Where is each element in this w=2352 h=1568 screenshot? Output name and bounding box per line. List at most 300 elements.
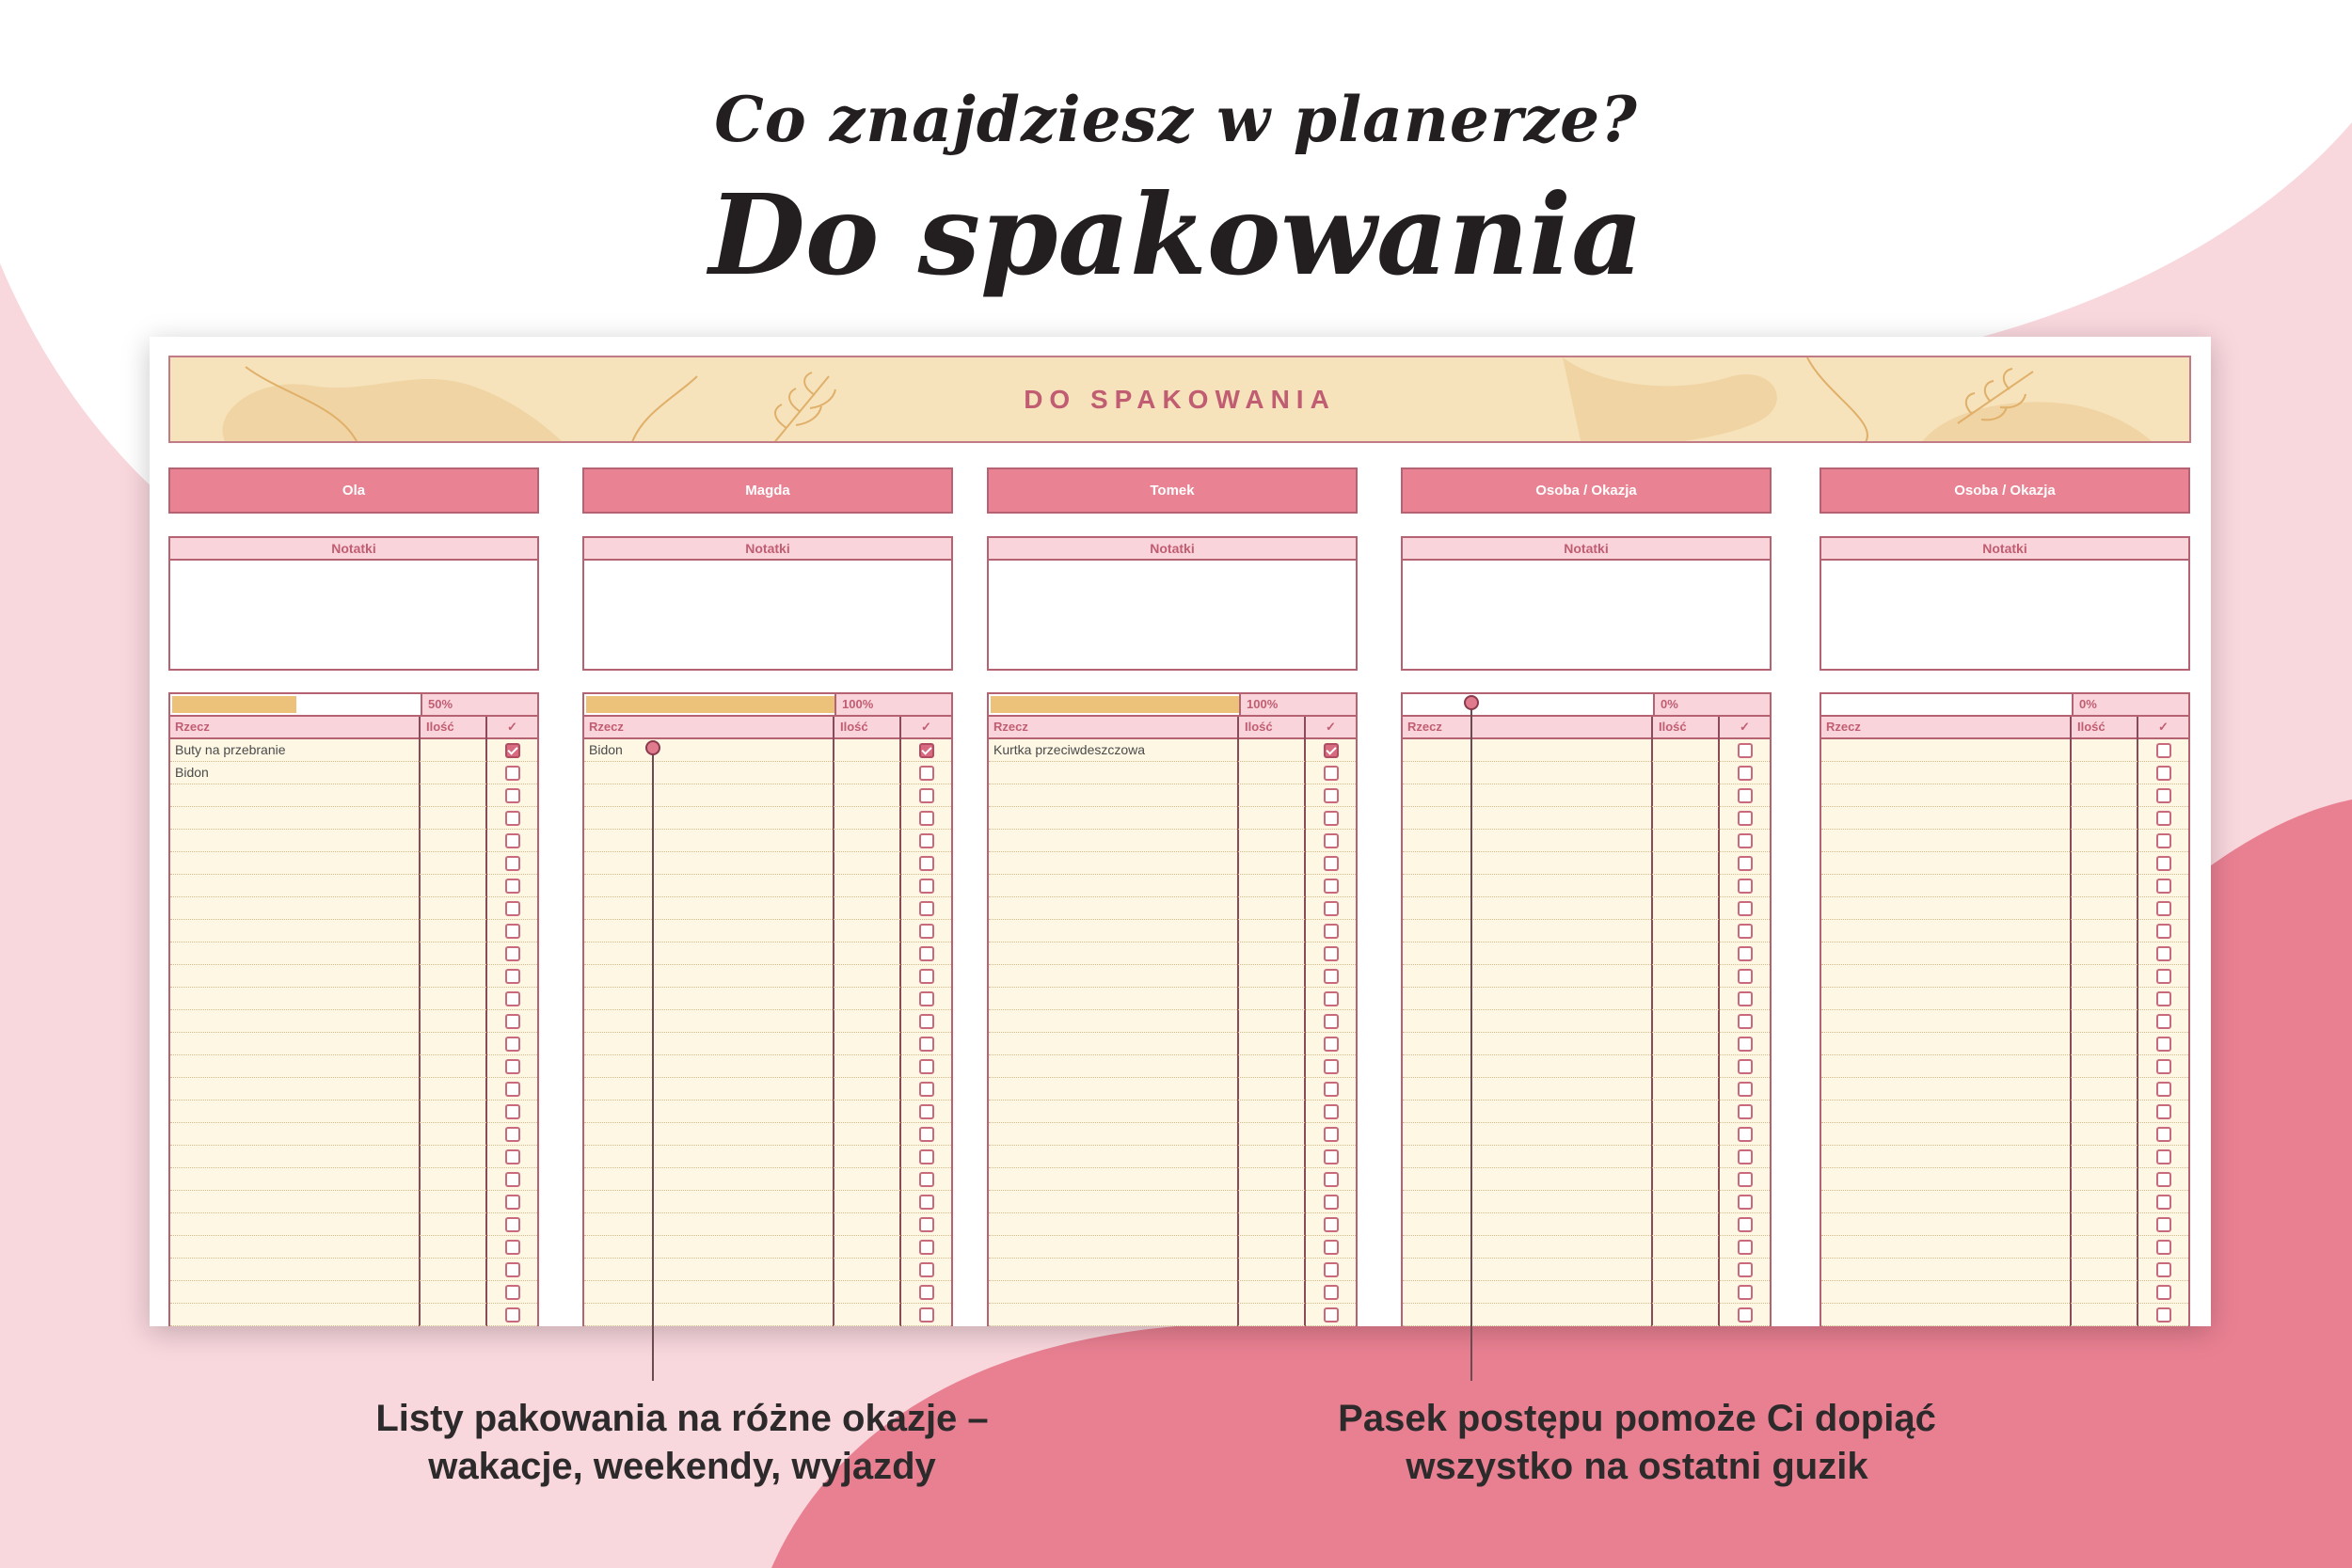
- checkbox[interactable]: [1738, 946, 1753, 961]
- list-item[interactable]: [989, 988, 1356, 1010]
- list-item[interactable]: [584, 1101, 951, 1123]
- checkbox[interactable]: [919, 1195, 934, 1210]
- list-item[interactable]: [1821, 807, 2188, 830]
- progress-bar-fill: [991, 696, 1239, 713]
- list-item[interactable]: [584, 988, 951, 1010]
- list-item[interactable]: [584, 1078, 951, 1101]
- checkbox[interactable]: [1738, 1059, 1753, 1074]
- list-item[interactable]: [1821, 1259, 2188, 1281]
- list-item[interactable]: [170, 1055, 537, 1078]
- list-item[interactable]: [989, 1123, 1356, 1146]
- checkbox[interactable]: [1738, 856, 1753, 871]
- checkbox[interactable]: [919, 879, 934, 894]
- checkbox[interactable]: [505, 1195, 520, 1210]
- checkbox[interactable]: [919, 788, 934, 803]
- checkbox[interactable]: [1324, 856, 1339, 871]
- checkbox[interactable]: [919, 1307, 934, 1323]
- checkbox[interactable]: [505, 1262, 520, 1277]
- checkbox[interactable]: [1324, 766, 1339, 781]
- list-item[interactable]: [170, 1168, 537, 1191]
- packing-list: [987, 467, 1358, 1326]
- callout-line-left: [652, 748, 654, 1381]
- checkbox[interactable]: [919, 946, 934, 961]
- list-item[interactable]: [584, 1123, 951, 1146]
- list-item[interactable]: [170, 1123, 537, 1146]
- list-item[interactable]: [989, 1236, 1356, 1259]
- progress-bar: [586, 696, 834, 713]
- checkbox[interactable]: [2156, 1240, 2171, 1255]
- list-item[interactable]: [1403, 1213, 1770, 1236]
- list-item[interactable]: [584, 762, 951, 784]
- checkbox[interactable]: [1738, 788, 1753, 803]
- checkbox[interactable]: [505, 1285, 520, 1300]
- checkbox[interactable]: [919, 1240, 934, 1255]
- checkbox[interactable]: [1324, 788, 1339, 803]
- checkbox[interactable]: [1324, 1127, 1339, 1142]
- checkbox[interactable]: [505, 1217, 520, 1232]
- list-item[interactable]: [1821, 920, 2188, 942]
- checkbox[interactable]: [1738, 901, 1753, 916]
- checkbox[interactable]: [505, 879, 520, 894]
- list-item[interactable]: [989, 1033, 1356, 1055]
- checkbox[interactable]: [1324, 1104, 1339, 1119]
- list-item[interactable]: [584, 875, 951, 897]
- list-item[interactable]: [989, 1304, 1356, 1326]
- list-item[interactable]: [584, 920, 951, 942]
- checkbox[interactable]: [2156, 856, 2171, 871]
- list-item[interactable]: [584, 1191, 951, 1213]
- list-item[interactable]: [1821, 988, 2188, 1010]
- list-item[interactable]: [1821, 1146, 2188, 1168]
- callout-dot-left: [645, 740, 660, 755]
- checkbox[interactable]: [1324, 1059, 1339, 1074]
- list-item[interactable]: [584, 897, 951, 920]
- list-item[interactable]: [584, 807, 951, 830]
- checkbox[interactable]: [2156, 969, 2171, 984]
- list-item[interactable]: [1403, 942, 1770, 965]
- checkbox[interactable]: [1738, 991, 1753, 1006]
- list-rows: [1403, 739, 1770, 1326]
- list-item[interactable]: [170, 1010, 537, 1033]
- list-item[interactable]: [1403, 920, 1770, 942]
- checkbox[interactable]: [1738, 879, 1753, 894]
- list-item[interactable]: [1403, 1078, 1770, 1101]
- list-item[interactable]: [989, 784, 1356, 807]
- checkbox[interactable]: [505, 1082, 520, 1097]
- checkbox[interactable]: [1738, 833, 1753, 848]
- list-item[interactable]: [1403, 762, 1770, 784]
- checkbox[interactable]: [1324, 1285, 1339, 1300]
- checkbox[interactable]: [2156, 1195, 2171, 1210]
- checkbox[interactable]: [505, 1014, 520, 1029]
- checkbox[interactable]: [2156, 1172, 2171, 1187]
- checkbox[interactable]: [1738, 811, 1753, 826]
- notes-box[interactable]: [1401, 536, 1772, 671]
- list-item[interactable]: [584, 1304, 951, 1326]
- list-item[interactable]: [584, 1236, 951, 1259]
- list-item[interactable]: [1821, 875, 2188, 897]
- checkbox[interactable]: [2156, 811, 2171, 826]
- checkbox[interactable]: [1738, 1217, 1753, 1232]
- checkbox[interactable]: [1738, 743, 1753, 758]
- list-name[interactable]: Osoba / Okazja: [1820, 467, 2190, 514]
- checkbox[interactable]: [1738, 924, 1753, 939]
- checkbox[interactable]: [919, 1127, 934, 1142]
- list-item[interactable]: [989, 739, 1356, 762]
- header-qty: Ilość: [426, 720, 454, 734]
- checkbox[interactable]: [505, 766, 520, 781]
- list-item[interactable]: [1821, 965, 2188, 988]
- checkbox[interactable]: [2156, 879, 2171, 894]
- list-item[interactable]: [170, 830, 537, 852]
- list-item[interactable]: [170, 784, 537, 807]
- list-item[interactable]: [584, 830, 951, 852]
- checkbox[interactable]: [919, 1059, 934, 1074]
- list-name[interactable]: Osoba / Okazja: [1401, 467, 1772, 514]
- list-item[interactable]: [584, 739, 951, 762]
- checkbox[interactable]: [919, 811, 934, 826]
- checkbox[interactable]: [1324, 1217, 1339, 1232]
- list-item[interactable]: [1403, 1281, 1770, 1304]
- checkbox[interactable]: [1738, 1127, 1753, 1142]
- checkbox[interactable]: [919, 924, 934, 939]
- checkbox[interactable]: [2156, 1149, 2171, 1164]
- list-item[interactable]: [1403, 965, 1770, 988]
- checkbox-checked[interactable]: [1324, 743, 1339, 758]
- list-item[interactable]: [170, 1101, 537, 1123]
- checkbox[interactable]: [1324, 1149, 1339, 1164]
- checkbox[interactable]: [1324, 1172, 1339, 1187]
- list-name[interactable]: Tomek: [987, 467, 1358, 514]
- checkbox[interactable]: [2156, 1037, 2171, 1052]
- header-qty: Ilość: [840, 720, 868, 734]
- list-item[interactable]: [584, 1259, 951, 1281]
- list-item[interactable]: [170, 1191, 537, 1213]
- checkbox[interactable]: [505, 1059, 520, 1074]
- list-item[interactable]: [170, 988, 537, 1010]
- checkbox[interactable]: [1738, 969, 1753, 984]
- list-item[interactable]: [1403, 897, 1770, 920]
- list-item[interactable]: [1403, 1123, 1770, 1146]
- list-item[interactable]: [989, 875, 1356, 897]
- checkbox[interactable]: [919, 1104, 934, 1119]
- list-item[interactable]: [1821, 1168, 2188, 1191]
- checkbox[interactable]: [2156, 1127, 2171, 1142]
- list-item[interactable]: [1821, 1213, 2188, 1236]
- list-item[interactable]: [1821, 1010, 2188, 1033]
- list-item[interactable]: [1403, 807, 1770, 830]
- list-item[interactable]: [584, 852, 951, 875]
- list-item[interactable]: [1403, 739, 1770, 762]
- checkbox[interactable]: [919, 1037, 934, 1052]
- header-item: Rzecz: [589, 720, 624, 734]
- checkbox[interactable]: [919, 1172, 934, 1187]
- list-item[interactable]: [1403, 1191, 1770, 1213]
- checkbox[interactable]: [1324, 1037, 1339, 1052]
- list-item[interactable]: [1403, 988, 1770, 1010]
- checkbox[interactable]: [2156, 991, 2171, 1006]
- list-item[interactable]: [170, 1078, 537, 1101]
- list-item[interactable]: [989, 1055, 1356, 1078]
- list-item[interactable]: [989, 942, 1356, 965]
- list-item[interactable]: [584, 1168, 951, 1191]
- list-item[interactable]: [989, 897, 1356, 920]
- header-check: ✓: [921, 720, 931, 734]
- checkbox[interactable]: [919, 991, 934, 1006]
- list-item[interactable]: [584, 1010, 951, 1033]
- checkbox[interactable]: [505, 788, 520, 803]
- checkbox[interactable]: [1324, 811, 1339, 826]
- checkbox[interactable]: [1738, 1104, 1753, 1119]
- checkbox[interactable]: [919, 1285, 934, 1300]
- checkbox[interactable]: [1324, 991, 1339, 1006]
- header-check: ✓: [1326, 720, 1336, 734]
- list-item[interactable]: [584, 1281, 951, 1304]
- item-name[interactable]: Bidon: [589, 742, 623, 757]
- checkbox[interactable]: [919, 766, 934, 781]
- list-item[interactable]: [584, 965, 951, 988]
- list-item[interactable]: [1403, 1168, 1770, 1191]
- list-item[interactable]: [1821, 1078, 2188, 1101]
- list-item[interactable]: [989, 1168, 1356, 1191]
- checkbox[interactable]: [2156, 1217, 2171, 1232]
- list-item[interactable]: [1821, 1191, 2188, 1213]
- list-item[interactable]: [1821, 1236, 2188, 1259]
- checkbox[interactable]: [919, 1217, 934, 1232]
- list-item[interactable]: [1403, 830, 1770, 852]
- list-item[interactable]: [1403, 1236, 1770, 1259]
- progress-percent: 100%: [834, 694, 951, 715]
- checkbox[interactable]: [1738, 1172, 1753, 1187]
- list-item[interactable]: [1821, 942, 2188, 965]
- list-item[interactable]: [1821, 739, 2188, 762]
- list-item[interactable]: [1403, 1055, 1770, 1078]
- checkbox[interactable]: [2156, 1285, 2171, 1300]
- checkbox[interactable]: [505, 1127, 520, 1142]
- list-item[interactable]: [989, 852, 1356, 875]
- checkbox[interactable]: [2156, 901, 2171, 916]
- list-item[interactable]: [170, 1259, 537, 1281]
- checkbox[interactable]: [505, 946, 520, 961]
- notes-box[interactable]: [168, 536, 539, 671]
- checkbox[interactable]: [919, 969, 934, 984]
- checkbox[interactable]: [919, 1082, 934, 1097]
- checkbox[interactable]: [1738, 1285, 1753, 1300]
- list-item[interactable]: [1403, 784, 1770, 807]
- checkbox[interactable]: [1324, 1082, 1339, 1097]
- progress-percent: 100%: [1239, 694, 1356, 715]
- list-item[interactable]: [584, 1146, 951, 1168]
- checkbox[interactable]: [2156, 946, 2171, 961]
- list-item[interactable]: [989, 1010, 1356, 1033]
- list-item[interactable]: [1403, 1146, 1770, 1168]
- checkbox[interactable]: [2156, 833, 2171, 848]
- header-check: ✓: [2158, 720, 2169, 734]
- list-rows: [584, 739, 951, 1326]
- list-item[interactable]: [989, 920, 1356, 942]
- list-item[interactable]: [1821, 784, 2188, 807]
- notes-box[interactable]: [987, 536, 1358, 671]
- list-item[interactable]: [170, 762, 537, 784]
- checkbox[interactable]: [2156, 743, 2171, 758]
- checkbox[interactable]: [2156, 766, 2171, 781]
- checkbox[interactable]: [919, 1014, 934, 1029]
- checkbox[interactable]: [2156, 1059, 2171, 1074]
- checkbox[interactable]: [505, 969, 520, 984]
- checkbox[interactable]: [1738, 1149, 1753, 1164]
- checkbox[interactable]: [1324, 1014, 1339, 1029]
- list-item[interactable]: [170, 897, 537, 920]
- checkbox[interactable]: [505, 924, 520, 939]
- checkbox[interactable]: [1324, 901, 1339, 916]
- checkbox[interactable]: [919, 1262, 934, 1277]
- list-item[interactable]: [989, 965, 1356, 988]
- list-item[interactable]: [1821, 762, 2188, 784]
- item-name[interactable]: Kurtka przeciwdeszczowa: [993, 742, 1146, 757]
- list-item[interactable]: [170, 1146, 537, 1168]
- list-item[interactable]: [1403, 1304, 1770, 1326]
- progress-row: [1821, 694, 2188, 717]
- list-item[interactable]: [989, 1191, 1356, 1213]
- checkbox[interactable]: [2156, 1104, 2171, 1119]
- list-item[interactable]: [1821, 1033, 2188, 1055]
- list-rows: [170, 739, 537, 1326]
- checkbox[interactable]: [1324, 1240, 1339, 1255]
- notes-box[interactable]: [582, 536, 953, 671]
- checkbox[interactable]: [505, 901, 520, 916]
- list-item[interactable]: [170, 1281, 537, 1304]
- checkbox[interactable]: [919, 1149, 934, 1164]
- checkbox[interactable]: [1738, 1082, 1753, 1097]
- caption-right: Pasek postępu pomoże Ci dopiąć wszystko na ostatni guzik: [1338, 1398, 1936, 1487]
- checkbox[interactable]: [1324, 1195, 1339, 1210]
- checkbox[interactable]: [1324, 1307, 1339, 1323]
- list-item[interactable]: [584, 1055, 951, 1078]
- list-item[interactable]: [170, 1236, 537, 1259]
- progress-bar: [1405, 696, 1653, 713]
- checkbox[interactable]: [1738, 766, 1753, 781]
- checkbox[interactable]: [1324, 969, 1339, 984]
- list-item[interactable]: [1403, 1259, 1770, 1281]
- checkbox[interactable]: [1324, 833, 1339, 848]
- list-item[interactable]: [1821, 1123, 2188, 1146]
- list-item[interactable]: [1821, 897, 2188, 920]
- packing-sheet: [150, 337, 2211, 1326]
- checkbox[interactable]: [919, 833, 934, 848]
- checkbox[interactable]: [1738, 1014, 1753, 1029]
- notes-box[interactable]: [1820, 536, 2190, 671]
- checkbox[interactable]: [1324, 879, 1339, 894]
- list-item[interactable]: [989, 807, 1356, 830]
- list-item[interactable]: [1821, 1101, 2188, 1123]
- list-item[interactable]: [989, 1078, 1356, 1101]
- checkbox[interactable]: [1738, 1262, 1753, 1277]
- list-item[interactable]: [170, 1304, 537, 1326]
- checkbox[interactable]: [1738, 1037, 1753, 1052]
- checkbox[interactable]: [1738, 1240, 1753, 1255]
- checkbox-checked[interactable]: [919, 743, 934, 758]
- checkbox[interactable]: [2156, 1082, 2171, 1097]
- list-item[interactable]: [989, 1281, 1356, 1304]
- checkbox[interactable]: [1324, 946, 1339, 961]
- checkbox[interactable]: [2156, 1014, 2171, 1029]
- list-item[interactable]: [989, 1101, 1356, 1123]
- list-item[interactable]: [170, 807, 537, 830]
- checkbox[interactable]: [1324, 1262, 1339, 1277]
- header-qty: Ilość: [1659, 720, 1687, 734]
- checkbox[interactable]: [505, 1104, 520, 1119]
- checkbox[interactable]: [919, 901, 934, 916]
- list-item[interactable]: [989, 1259, 1356, 1281]
- list-item[interactable]: [1821, 830, 2188, 852]
- checkbox[interactable]: [505, 811, 520, 826]
- list-item[interactable]: [584, 1213, 951, 1236]
- checkbox[interactable]: [2156, 1307, 2171, 1323]
- checkbox[interactable]: [2156, 924, 2171, 939]
- checkbox[interactable]: [505, 1149, 520, 1164]
- list-name[interactable]: Magda: [582, 467, 953, 514]
- checkbox[interactable]: [505, 1037, 520, 1052]
- list-item[interactable]: [170, 1213, 537, 1236]
- list-item[interactable]: [170, 1033, 537, 1055]
- list-name[interactable]: Ola: [168, 467, 539, 514]
- list-item[interactable]: [1821, 1281, 2188, 1304]
- checkbox[interactable]: [505, 1240, 520, 1255]
- checkbox[interactable]: [919, 856, 934, 871]
- list-item[interactable]: [170, 965, 537, 988]
- list-item[interactable]: [170, 739, 537, 762]
- notes-label: Notatki: [1403, 538, 1770, 561]
- checkbox[interactable]: [505, 1172, 520, 1187]
- progress-bar: [1823, 696, 2072, 713]
- list-item[interactable]: [989, 1146, 1356, 1168]
- checkbox[interactable]: [505, 856, 520, 871]
- list-item[interactable]: [989, 1213, 1356, 1236]
- checkbox[interactable]: [1738, 1195, 1753, 1210]
- item-name[interactable]: Bidon: [175, 765, 209, 780]
- checkbox[interactable]: [2156, 1262, 2171, 1277]
- list-item[interactable]: [989, 830, 1356, 852]
- checkbox[interactable]: [505, 833, 520, 848]
- list-item[interactable]: [170, 942, 537, 965]
- list-item[interactable]: [1821, 852, 2188, 875]
- list-item[interactable]: [170, 920, 537, 942]
- checkbox[interactable]: [2156, 788, 2171, 803]
- checkbox-checked[interactable]: [505, 743, 520, 758]
- list-item[interactable]: [584, 784, 951, 807]
- list-item[interactable]: [584, 942, 951, 965]
- callout-dot-right: [1464, 695, 1479, 710]
- list-item[interactable]: [1403, 1010, 1770, 1033]
- list-item[interactable]: [170, 875, 537, 897]
- list-item[interactable]: [1821, 1304, 2188, 1326]
- item-name[interactable]: Buty na przebranie: [175, 742, 286, 757]
- list-item[interactable]: [584, 1033, 951, 1055]
- list-item[interactable]: [1403, 1101, 1770, 1123]
- checkbox[interactable]: [1324, 924, 1339, 939]
- checkbox[interactable]: [505, 991, 520, 1006]
- list-item[interactable]: [1403, 1033, 1770, 1055]
- list-item[interactable]: [989, 762, 1356, 784]
- list-item[interactable]: [1403, 875, 1770, 897]
- checkbox[interactable]: [1738, 1307, 1753, 1323]
- checkbox[interactable]: [505, 1307, 520, 1323]
- header-qty: Ilość: [2077, 720, 2106, 734]
- list-item[interactable]: [1403, 852, 1770, 875]
- notes-label: Notatki: [170, 538, 537, 561]
- list-item[interactable]: [170, 852, 537, 875]
- list-item[interactable]: [1821, 1055, 2188, 1078]
